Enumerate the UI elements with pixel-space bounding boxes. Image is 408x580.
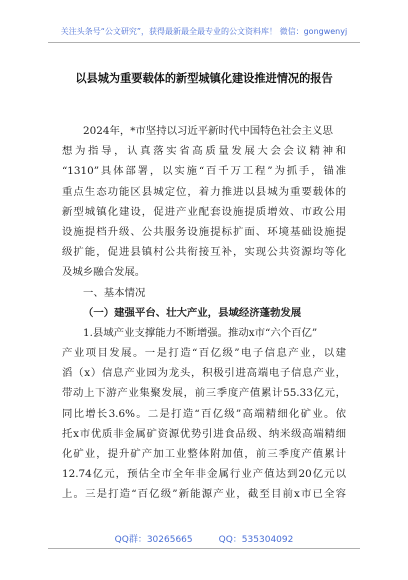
body-line: 带动上下游产业集聚发展，前三季度产值累计55.33亿元， bbox=[62, 387, 346, 400]
section-heading: 一、基本情况 bbox=[83, 286, 146, 299]
body-line: “1310”具体部署，以实施“百千万工程”为抓手，锚准 bbox=[62, 165, 346, 178]
subsection-heading: （一）建强平台、壮大产业，县域经济蓬勃发展 bbox=[83, 306, 302, 319]
footer-contact bbox=[0, 532, 408, 545]
header-divider bbox=[48, 42, 360, 43]
body-line: 级扩能，促进县镇村公共衔接互补，实现公共资源均等化 bbox=[62, 246, 346, 259]
body-line: 化矿业，提升矿产加工业整体附加值，前三季度产值累计 bbox=[62, 448, 346, 460]
body-line: 重点生态功能区县城定位，着力推进以县城为重要载体的 bbox=[62, 185, 346, 198]
body-line: 12.74亿元，预估全市全年非金属行业产值达到20亿元以 bbox=[62, 468, 346, 481]
body-line: 想为指导，认真落实省高质量发展大会会议精神和 bbox=[62, 145, 346, 158]
footer-qq: QQ：535304092 bbox=[218, 535, 294, 545]
footer-divider bbox=[48, 548, 360, 549]
body-line: 2024年，*市坚持以习近平新时代中国特色社会主义思 bbox=[83, 125, 333, 137]
body-line: 1.县域产业支撑能力不断增强。推动x市“六个百亿” bbox=[83, 326, 318, 339]
document-title: 以县城为重要载体的新型城镇化建设推进情况的报告 bbox=[75, 71, 333, 85]
body-line: 新型城镇化建设，促进产业配套设施提质增效、市政公用 bbox=[62, 205, 346, 218]
body-line: 产业项目发展。一是打造“百亿级”电子信息产业，以建 bbox=[62, 347, 346, 360]
body-line: 滔（x）信息产业园为龙头，积极引进高端电子信息产业， bbox=[62, 367, 346, 380]
body-line: 及城乡融合发展。 bbox=[62, 266, 146, 279]
footer-qq-group: QQ群：30265665 bbox=[114, 535, 193, 545]
body-line: 托x市优质非金属矿资源优势引进食品级、纳米级高端精细 bbox=[62, 427, 346, 440]
document-body bbox=[62, 121, 346, 505]
body-line: 同比增长3.6%。二是打造“百亿级”高端精细化矿业。依 bbox=[62, 407, 346, 420]
body-line: 设施提档升级、公共服务设施提标扩面、环境基础设施提 bbox=[62, 225, 346, 238]
header-note: 关注头条号“公文研究”，获得最新最全最专业的公文资料库！ 微信：gongwenyj bbox=[60, 27, 348, 36]
body-line: 上。三是打造“百亿级”新能源产业，截至目前x市已全容 bbox=[62, 488, 346, 501]
